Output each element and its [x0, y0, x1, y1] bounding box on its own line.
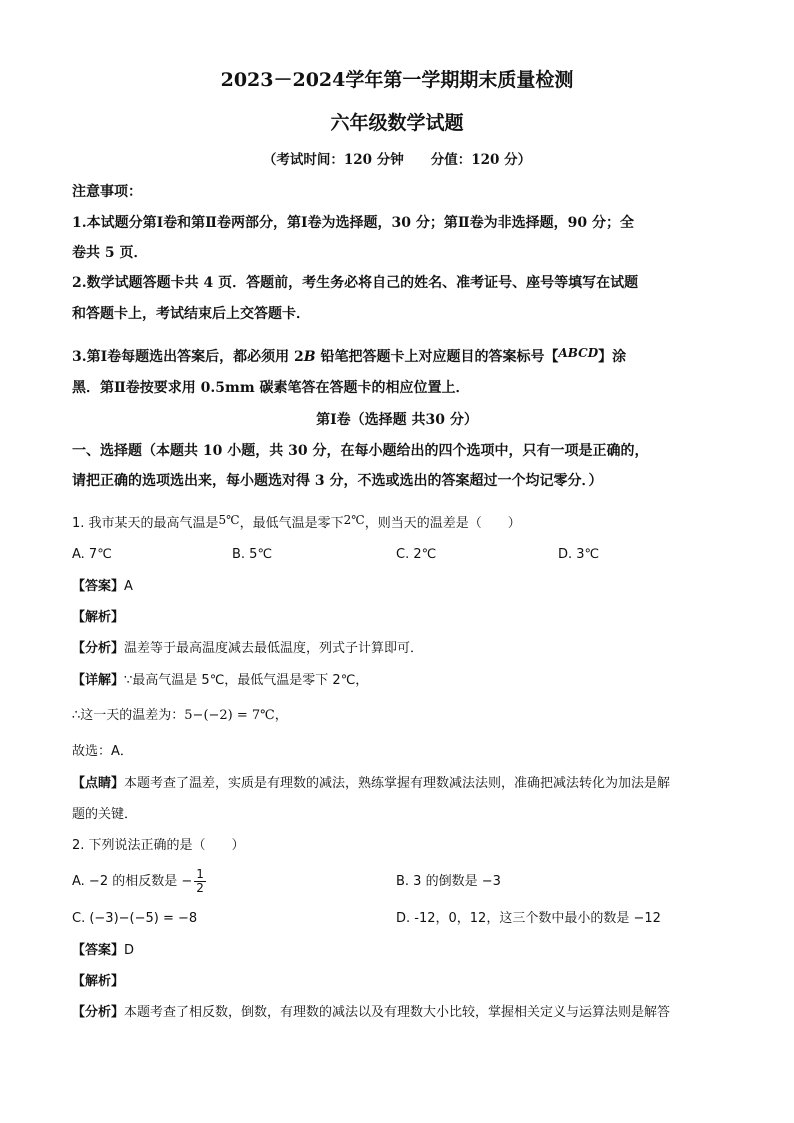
- q1-xiangjie-tag: 【详解】: [72, 673, 125, 688]
- q1-option-b: B. 5℃: [232, 547, 273, 562]
- q2-stem: 2. 下列说法正确的是（ ）: [72, 838, 245, 853]
- q1-answer-value: A: [124, 579, 133, 594]
- q1-xiangjie: [72, 671, 368, 691]
- section-intro-line-1: 一、选择题（本题共 10 小题，共 30 分，在每小题给出的四个选项中，只有一项是正确的，: [72, 443, 649, 459]
- q2-fenxi: [72, 1003, 670, 1023]
- q2-option-c: C. (−3)−(−5) = −8: [72, 911, 198, 926]
- note-3-mid: 铅笔把答题卡上对应题目的答案标号【: [315, 349, 559, 365]
- notes-heading: 注意事项：: [72, 184, 142, 200]
- note-1-line-1: 1.本试题分第Ⅰ卷和第Ⅱ卷两部分，第Ⅰ卷为选择题，30 分；第Ⅱ卷为非选择题，90 分；全: [72, 215, 635, 231]
- q1-fenxi-text: 温差等于最高温度减去最低温度，列式子计算即可．: [124, 641, 424, 656]
- q2-option-b: B. 3 的倒数是 −3: [396, 874, 501, 889]
- note-3-abcd: ABCD: [558, 346, 599, 360]
- q1-option-d: D. 3℃: [558, 547, 600, 562]
- q1-step2-math: 5−(−2) = 7℃: [184, 708, 275, 723]
- note-3-pre: 3.第Ⅰ卷每题选出答案后，都必须用 2: [72, 349, 304, 365]
- q1-stem-t2: 2℃: [343, 513, 365, 527]
- q1-choose: 故选：A．: [72, 744, 133, 759]
- exam-title: 2023－2024学年第一学期期末质量检测: [220, 69, 574, 91]
- q2-option-d: D. -12，0，12，这三个数中最小的数是 −12: [396, 911, 661, 926]
- q1-stem-post: ，则当天的温差是（ ）: [364, 516, 521, 531]
- q1-stem-t1: 5℃: [218, 513, 240, 527]
- note-2-line-1: 2.数学试题答题卡共 4 页．答题前，考生务必将自己的姓名、准考证号、座号等填写在试题: [72, 275, 639, 291]
- q2-option-a-fraction: [194, 868, 206, 895]
- part1-title: 第Ⅰ卷（选择题 共30 分）: [316, 412, 478, 428]
- note-1-line-2: 卷共 5 页．: [72, 245, 148, 261]
- q1-stem: [72, 510, 521, 534]
- note-3-line-1: [72, 343, 626, 367]
- q1-dianjing-tag: 【点睛】: [72, 776, 125, 791]
- note-3-var: B: [303, 349, 316, 365]
- fraction-denominator: 2: [196, 881, 204, 895]
- note-3-line-2: 黑．第Ⅱ卷按要求用 0.5mm 碳素笔答在答题卡的相应位置上．: [72, 380, 470, 396]
- q1-fenxi-tag: 【分析】: [72, 641, 125, 656]
- exam-info: （考试时间：120 分钟 分值：120 分）: [262, 152, 532, 168]
- q2-answer-value: D: [124, 943, 135, 958]
- q2-fenxi-tag: 【分析】: [72, 1005, 125, 1020]
- q1-dianjing-line-1: [72, 774, 670, 794]
- q1-answer: [72, 577, 133, 597]
- q1-step2: [72, 706, 288, 726]
- q1-fenxi: [72, 639, 423, 659]
- q2-fenxi-text: 本题考查了相反数，倒数，有理数的减法以及有理数大小比较，掌握相关定义与运算法则是解答: [124, 1005, 671, 1020]
- q1-dianjing-text: 本题考查了温差，实质是有理数的减法，熟练掌握有理数减法法则，准确把减法转化为加法是解: [124, 776, 671, 791]
- note-3-post: 】涂: [598, 349, 627, 365]
- q1-analysis-tag: 【解析】: [72, 610, 125, 625]
- q1-step2-post: ，: [274, 708, 288, 723]
- q1-stem-mid: ，最低气温是零下: [239, 516, 344, 531]
- fraction-numerator: 1: [196, 867, 204, 881]
- q1-step2-pre: ∴这一天的温差为：: [72, 708, 185, 723]
- q2-answer: [72, 941, 134, 961]
- exam-subtitle: 六年级数学试题: [330, 112, 464, 134]
- q2-analysis-tag: 【解析】: [72, 974, 125, 989]
- q1-stem-pre: 1. 我市某天的最高气温是: [72, 516, 219, 531]
- q2-option-a-text: A. −2 的相反数是 −: [72, 874, 193, 889]
- q1-option-a: A. 7℃: [72, 547, 112, 562]
- q2-option-a: [72, 865, 206, 899]
- section-intro-line-2: 请把正确的选项选出来，每小题选对得 3 分，不选或选出的答案超过一个均记零分．）: [72, 473, 603, 489]
- note-2-line-2: 和答题卡上，考试结束后上交答题卡．: [72, 306, 310, 322]
- q1-option-c: C. 2℃: [396, 547, 437, 562]
- q1-answer-tag: 【答案】: [72, 579, 125, 594]
- q2-answer-tag: 【答案】: [72, 943, 125, 958]
- q1-xiangjie-text: ∵最高气温是 5℃，最低气温是零下 2℃，: [124, 673, 369, 688]
- q1-dianjing-line-2: 题的关键．: [72, 807, 138, 822]
